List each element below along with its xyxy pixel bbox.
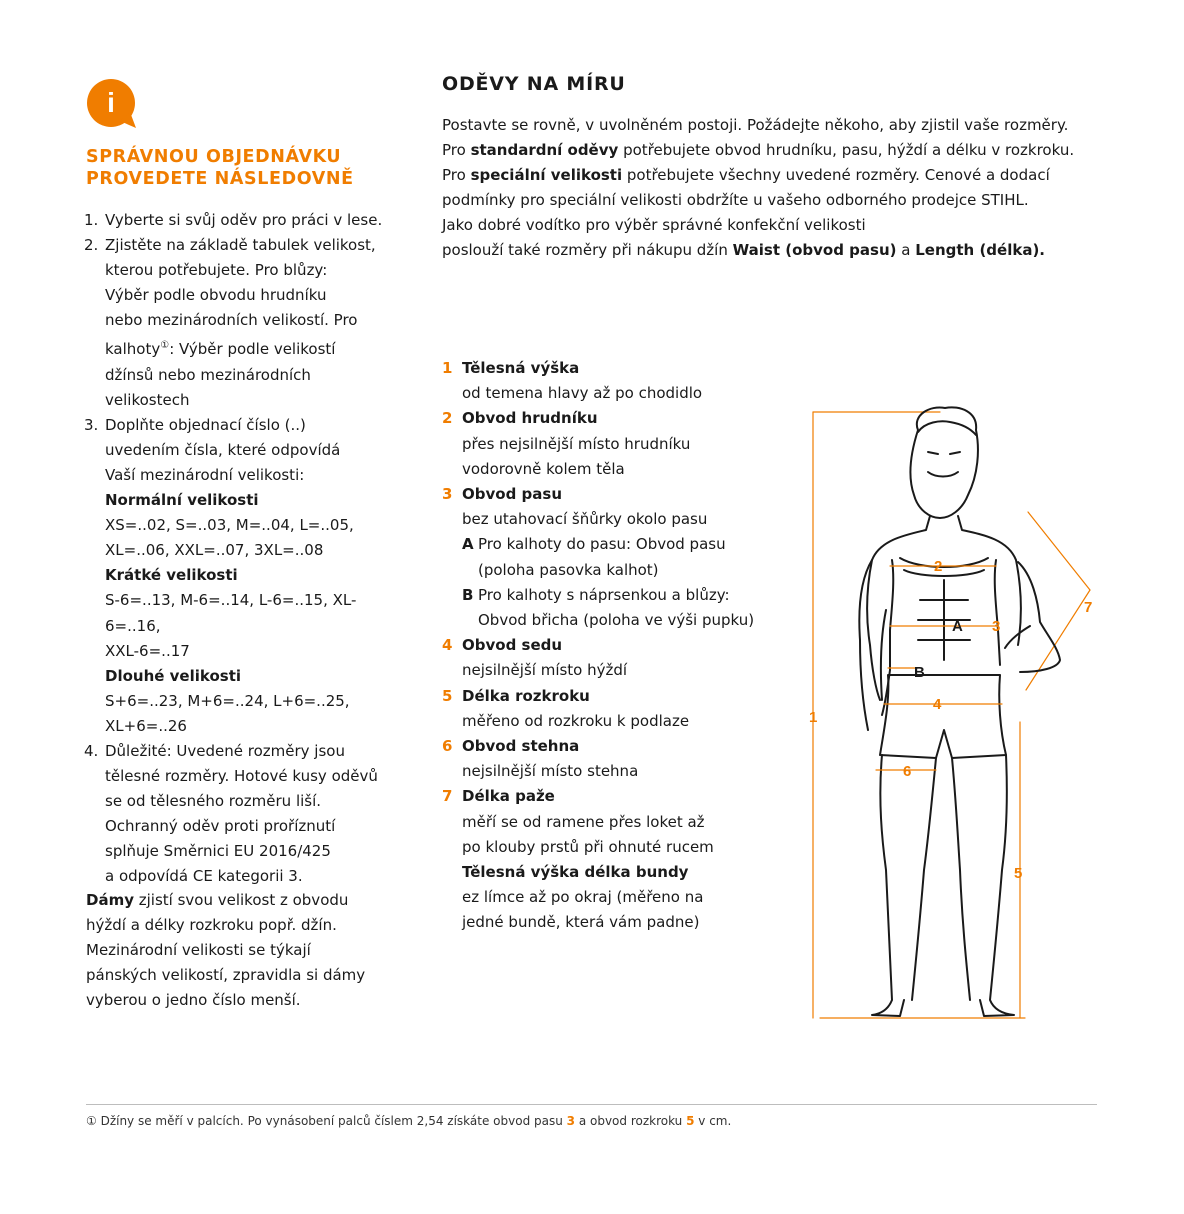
body-measurement-figure: [800, 400, 1100, 1030]
step-2: 2. Zjistěte na základě tabulek velikost, kterou potřebujete. Pro blůzy: Výběr podle obvodu hrudníku nebo mezinárodních velikostí. Pro kalhoty①: Výběr podle velikostí džínsů nebo mezinárodních velikostech: [84, 236, 376, 409]
measurement-item-7: 7 Délka paže měří se od ramene přes loket až po klouby prstů při ohnuté rucem Tělesná výška délka bundy ez límce až po okraj (měřeno na jedné bundě, která vám padne): [442, 784, 802, 935]
measurement-3a: A Pro kalhoty do pasu: Obvod pasu: [462, 535, 726, 554]
order-steps-list: [84, 208, 404, 890]
long-sizes-heading: Dlouhé velikosti: [105, 666, 242, 685]
normal-sizes-heading: Normální velikosti: [105, 491, 259, 510]
height-guide: [813, 412, 1093, 1018]
measurement-item-3: 3 Obvod pasu bez utahovací šňůrky okolo pasu A Pro kalhoty do pasu: Obvod pasu (poloha pasovka kalhot) B Pro kalhoty s náprsenkou a blůzy: Obvod břicha (poloha ve výši pupku): [442, 482, 802, 633]
measurement-list: [442, 356, 802, 936]
label-1: 1: [809, 709, 818, 726]
measurement-lines: [876, 566, 1002, 770]
label-5: 5: [1014, 865, 1023, 882]
footnote-divider: [86, 1104, 1097, 1105]
svg-text:i: i: [107, 87, 115, 118]
measurement-item-1: 1 Tělesná výška od temena hlavy až po chodidlo: [442, 359, 703, 403]
step-1: 1. Vyberte si svůj oděv pro práci v lese.: [84, 211, 383, 229]
measurement-item-6: 6 Obvod stehna nejsilnější místo stehna: [442, 737, 639, 781]
intro-paragraph: Postavte se rovně, v uvolněném postoji. Požádejte někoho, aby zjistil vaše rozměry. Pro standardní oděvy potřebujete obvod hrudníku, pasu, hýždí a délku v rozkroku. Pro speciální velikosti potřebujete všechny uvedené rozměry. Cenové a dodací podmínky pro speciální velikosti obdržíte u vašeho odborného prodejce STIHL. Jako dobré vodítko pro výběr správné konfekční velikosti poslouží také rozměry při nákupu džín Waist (obvod pasu) a Length (délka).: [442, 116, 1075, 260]
info-icon: [86, 78, 138, 130]
label-b: B: [914, 664, 925, 681]
heading-line-1: SPRÁVNOU OBJEDNÁVKU: [86, 147, 342, 167]
label-4: 4: [933, 696, 942, 713]
footnote-marker: ①: [160, 340, 170, 352]
footnote: ① Džíny se měří v palcích. Po vynásobení palců číslem 2,54 získáte obvod pasu 3 a obvod rozkroku 5 v cm.: [86, 1114, 732, 1128]
label-6: 6: [903, 763, 912, 780]
page-title: ODĚVY NA MÍRU: [442, 73, 626, 95]
heading-line-2: PROVEDETE NÁSLEDOVNĚ: [86, 169, 354, 189]
order-instructions-heading: [86, 146, 406, 190]
measurement-item-5: 5 Délka rozkroku měřeno od rozkroku k podlaze: [442, 686, 690, 730]
label-2: 2: [934, 558, 943, 575]
step-4: 4. Důležité: Uvedené rozměry jsou tělesné rozměry. Hotové kusy oděvů se od tělesného rozměru liší. Ochranný oděv proti proříznutí splňuje Směrnici EU 2016/425 a odpovídá CE kategorii 3.: [84, 741, 378, 886]
label-3: 3: [992, 618, 1001, 635]
short-sizes-heading: Krátké velikosti: [105, 566, 238, 585]
ladies-note: Dámy zjistí svou velikost z obvodu hýždí a délky rozkroku popř. džín. Mezinárodní velikosti se týkají pánských velikostí, zpravidla si dámy vyberou o jedno číslo menší.: [86, 891, 366, 1010]
label-a: A: [952, 618, 963, 635]
measurement-3b: B Pro kalhoty s náprsenkou a blůzy:: [462, 585, 730, 604]
measurement-item-4: 4 Obvod sedu nejsilnější místo hýždí: [442, 636, 628, 680]
step-3: 3. Doplňte objednací číslo (..) uvedením čísla, které odpovídá Vaší mezinárodní velikosti: Normální velikosti XS=..02, S=..03, M=..04, L=..05, XL=..06, XXL=..07, 3XL=..08 Krátké velikosti S-6=..13, M-6=..14, L-6=..15, XL-6=..16, XXL-6=..17 Dlouhé velikosti S+6=..23, M+6=..24, L+6=..25, XL+6=..26: [84, 413, 404, 739]
label-7: 7: [1084, 599, 1093, 616]
jacket-length-title: Tělesná výška délka bundy: [462, 863, 689, 882]
measurement-item-2: 2 Obvod hrudníku přes nejsilnější místo hrudníku vodorovně kolem těla: [442, 409, 691, 478]
